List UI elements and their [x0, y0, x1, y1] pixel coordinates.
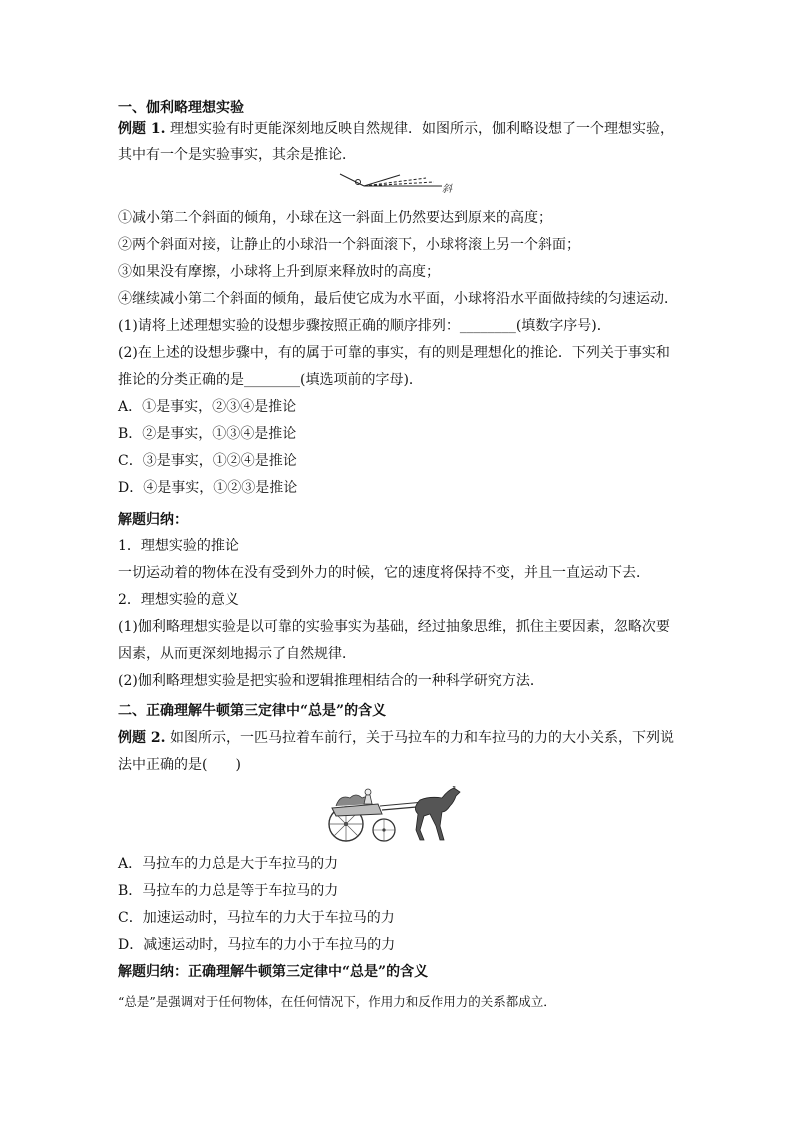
example2-text-line1: 如图所示，一匹马拉着车前行，关于马拉车的力和车拉马的力的大小关系，下列说 [169, 730, 674, 746]
example1-option-c: C．③是事实，①②④是推论 [118, 453, 297, 469]
step-2: ②两个斜面对接，让静止的小球沿一个斜面滚下，小球将滚上另一个斜面； [118, 237, 580, 253]
example1-text-line1: 理想实验有时更能深刻地反映自然规律．如图所示，伽利略设想了一个理想实验， [169, 121, 674, 137]
example1-intro-line1 [118, 120, 674, 138]
figure1-label: 斜 [442, 184, 452, 194]
step-4: ④继续减小第二个斜面的倾角，最后使它成为水平面，小球将沿水平面做持续的匀速运动． [118, 291, 678, 307]
summary1-paragraph-3: (2)伽利略理想实验是把实验和逻辑推理相结合的一种科学研究方法． [118, 673, 544, 689]
summary1-paragraph-2-line2: 因素，从而更深刻地揭示了自然规律． [118, 646, 356, 662]
example2-intro-line1 [118, 729, 674, 747]
example2-option-b: B．马拉车的力总是等于车拉马的力 [118, 883, 339, 899]
question-2-line1: (2)在上述的设想步骤中，有的属于可靠的事实，有的则是理想化的推论．下列关于事实和 [118, 345, 670, 361]
step-1: ①减小第二个斜面的倾角，小球在这一斜面上仍然要达到原来的高度； [118, 210, 552, 226]
example1-text-line2: 其中有一个是实验事实，其余是推论． [118, 147, 356, 163]
section1-title: 一、伽利略理想实验 [118, 100, 244, 116]
summary1-heading-2: 2．理想实验的意义 [118, 592, 239, 608]
summary2-text: “总是”是强调对于任何物体，在任何情况下，作用力和反作用力的关系都成立． [118, 994, 556, 1009]
summary2-title: 解题归纳：正确理解牛顿第三定律中“总是”的含义 [118, 964, 429, 980]
example2-text-line2: 法中正确的是( ) [118, 757, 241, 773]
example2-label: 例题 2. [118, 730, 166, 746]
question-2-line2: 推论的分类正确的是________(填选项前的字母)． [118, 372, 423, 388]
section2-title: 二、正确理解牛顿第三定律中“总是”的含义 [118, 703, 387, 719]
example2-option-a: A．马拉车的力总是大于车拉马的力 [118, 856, 339, 872]
example1-option-d: D．④是事实，①②③是推论 [118, 480, 298, 496]
step-3: ③如果没有摩擦，小球将上升到原来释放时的高度； [118, 264, 440, 280]
summary1-heading-1: 1．理想实验的推论 [118, 538, 239, 554]
summary1-title: 解题归纳： [118, 512, 188, 528]
example2-option-d: D．减速运动时，马拉车的力小于车拉马的力 [118, 937, 396, 953]
example1-option-a: A．①是事实，②③④是推论 [118, 399, 297, 415]
inclined-planes-figure [338, 172, 460, 194]
question-1: (1)请将上述理想实验的设想步骤按照正确的顺序排列：________(填数字序号)． [118, 318, 611, 334]
example1-label: 例题 1. [118, 121, 166, 137]
example2-option-c: C．加速运动时，马拉车的力大于车拉马的力 [118, 910, 395, 926]
example1-option-b: B．②是事实，①③④是推论 [118, 426, 297, 442]
summary1-paragraph-2-line1: (1)伽利略理想实验是以可靠的实验事实为基础，经过抽象思维，抓住主要因素，忽略次要 [118, 619, 670, 635]
horse-cart-figure [320, 786, 472, 844]
summary1-paragraph-1: 一切运动着的物体在没有受到外力的时候，它的速度将保持不变，并且一直运动下去． [118, 565, 650, 581]
